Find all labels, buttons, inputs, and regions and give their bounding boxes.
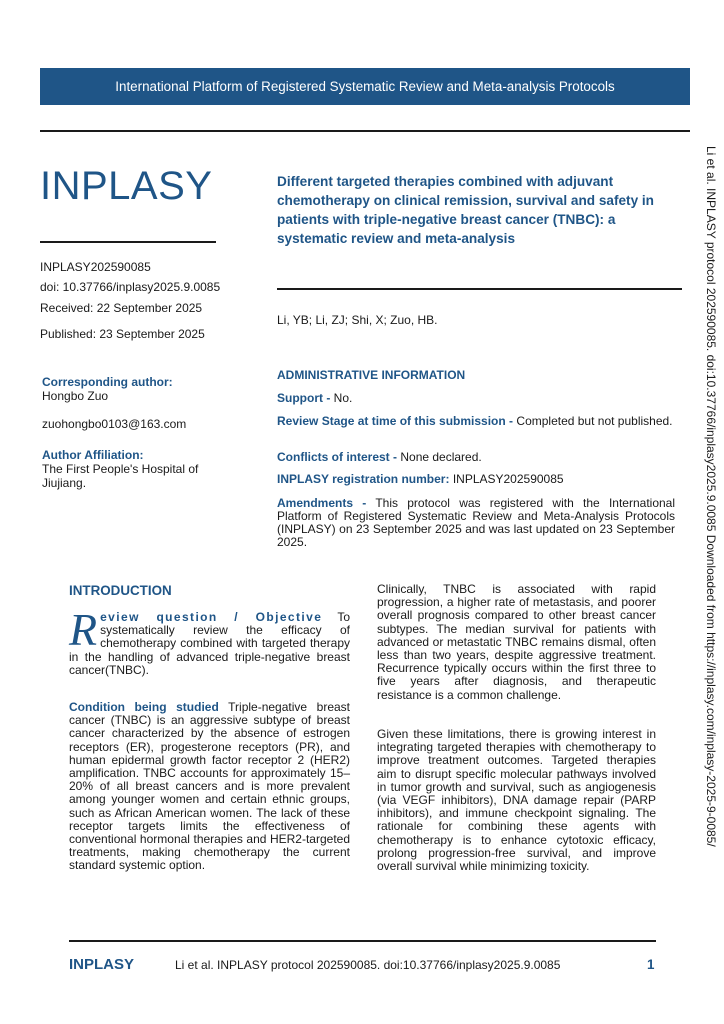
review-question xyxy=(69,604,350,677)
support-value: No. xyxy=(330,391,353,405)
conflicts-label: Conflicts of interest - xyxy=(277,450,398,464)
stage-value: Completed but not published. xyxy=(513,414,673,428)
admin-amendments xyxy=(277,497,675,549)
corresponding-email: zuohongbo0103@163.com xyxy=(42,417,187,431)
amendments-value: This protocol was registered with the International Platform of Registered Systematic Review and Meta-Analysis Protocols (INPLASY) on 23 September 2025 and was last updated on 23 September 2025. xyxy=(277,496,675,549)
footer-brand: INPLASY xyxy=(69,956,135,973)
header-banner xyxy=(40,68,690,105)
support-label: Support - xyxy=(277,391,331,405)
introduction-heading: INTRODUCTION xyxy=(69,583,172,598)
brand-divider xyxy=(40,241,216,243)
protocol-id: INPLASY202590085 xyxy=(40,260,151,274)
admin-registration xyxy=(277,473,675,486)
published-date: Published: 23 September 2025 xyxy=(40,327,205,341)
affiliation-text: The First People's Hospital of Jiujiang. xyxy=(42,462,199,490)
registration-label: INPLASY registration number: xyxy=(277,472,450,486)
page-number: 1 xyxy=(647,957,655,972)
stage-label: Review Stage at time of this submission - xyxy=(277,414,514,428)
conflicts-value: None declared. xyxy=(397,450,482,464)
doi: doi: 10.37766/inplasy2025.9.0085 xyxy=(40,280,221,294)
side-citation xyxy=(702,146,722,906)
brand-logo: INPLASY xyxy=(40,164,213,208)
admin-heading: ADMINISTRATIVE INFORMATION xyxy=(277,368,466,382)
right-col-paragraph-1: Clinically, TNBC is associated with rapid progression, a higher rate of metastasis, and poorer overall prognosis compared to other breast cancer subtypes. The median survival for patients with advanced or metastatic TNBC remains dismal, often less than two years, despite aggressive treatment. Recurrence typically occurs within the first three to five years after diagnosis, and therapeutic resistance is a common challenge. xyxy=(377,582,656,702)
side-citation-text: Li et al. INPLASY protocol 202590085. doi:10.37766/inplasy2025.9.0085 Downloaded from https://inplasy.com/inplasy-2025-9-0085/ xyxy=(704,146,718,847)
right-col-paragraph-2: Given these limitations, there is growing interest in integrating targeted therapies with chemotherapy to improve treatment outcomes. Targeted therapies aim to disrupt specific molecular pathways involved in tumor growth and survival, such as angiogenesis (via VEGF inhibitors), DNA damage repair (PARP inhibitors), and immune checkpoint signaling. The rationale for combining these agents with chemotherapy is to enhance cytotoxic efficacy, prolong progression-free survival, and improve overall survival while minimizing toxicity. xyxy=(377,727,656,874)
corresponding-label: Corresponding author: xyxy=(42,375,173,389)
review-question-text: To systematically review the efficacy of chemotherapy combined with targeted therapy in the handling of advanced triple-negative breast cancer(TNBC). xyxy=(69,610,350,677)
drop-cap: R xyxy=(69,604,98,655)
admin-conflicts xyxy=(277,451,675,464)
review-question-label: eview question / Objective xyxy=(100,610,323,624)
top-divider xyxy=(40,130,690,132)
footer-divider xyxy=(69,940,656,942)
corresponding-author xyxy=(42,375,252,431)
affiliation-label: Author Affiliation: xyxy=(42,448,144,462)
registration-value: INPLASY202590085 xyxy=(449,472,564,486)
amendments-label: Amendments - xyxy=(277,496,367,510)
condition-label: Condition being studied xyxy=(69,700,219,714)
banner-text: International Platform of Registered Systematic Review and Meta-analysis Protocols xyxy=(115,79,615,94)
author-affiliation xyxy=(42,448,217,490)
admin-support xyxy=(277,392,675,405)
corresponding-name: Hongbo Zuo xyxy=(42,389,109,403)
paper-title: Different targeted therapies combined with adjuvant chemotherapy on clinical remission, survival and safety in patients with triple-negative breast cancer (TNBC): a systematic review and meta-analysis xyxy=(277,174,654,246)
condition-studied xyxy=(69,701,350,873)
received-date: Received: 22 September 2025 xyxy=(40,301,203,315)
footer-citation: Li et al. INPLASY protocol 202590085. doi:10.37766/inplasy2025.9.0085 xyxy=(175,958,561,972)
authors: Li, YB; Li, ZJ; Shi, X; Zuo, HB. xyxy=(277,313,438,327)
title-divider xyxy=(277,288,682,290)
admin-stage xyxy=(277,415,675,428)
condition-text: Triple-negative breast cancer (TNBC) is an aggressive subtype of breast cancer characterized by the absence of estrogen receptors (ER), progesterone receptors (PR), and human epidermal growth factor receptor 2 (HER2) amplification. TNBC accounts for approximately 15–20% of all breast cancers and is more prevalent among younger women and certain ethnic groups, such as African American women. The lack of these receptor targets limits the effectiveness of conventional hormonal therapies and HER2-targeted treatments, making chemotherapy the current standard systemic option. xyxy=(69,700,350,873)
